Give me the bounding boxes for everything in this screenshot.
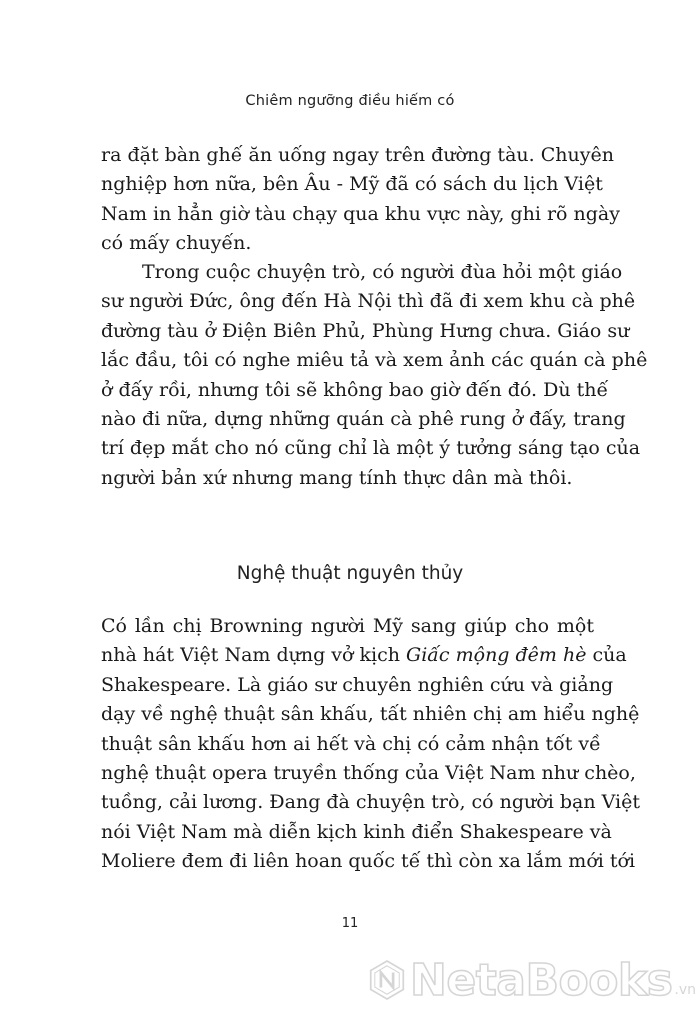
- text-line: tuồng, cải lương. Đang đà chuyện trò, có người bạn Việt: [101, 791, 640, 814]
- text-line: Có lần chị Browning người Mỹ sang giúp cho một: [101, 615, 594, 637]
- play-title: Giấc mộng đêm hè: [406, 644, 587, 667]
- watermark-brand: NetaBooks: [410, 954, 673, 1006]
- watermark-suffix: .vn: [674, 982, 696, 998]
- text-line: sư người Đức, ông đến Hà Nội thì đã đi xem khu cà phê: [101, 290, 636, 313]
- text-line: thuật sân khấu hơn ai hết và chị có cảm nhận tốt về: [101, 732, 601, 755]
- text-line: lắc đầu, tôi có nghe miêu tả và xem ảnh các quán cà phê: [101, 349, 648, 372]
- text-segment: của: [586, 644, 627, 667]
- text-line: người bản xứ nhưng mang tính thực dân mà thôi.: [101, 466, 573, 489]
- page-number: 11: [341, 916, 359, 931]
- text-line: đường tàu ở Điện Biên Phủ, Phùng Hưng chưa. Giáo sư: [101, 319, 630, 342]
- text-line: nói Việt Nam mà diễn kịch kinh điển Shakespeare và: [101, 820, 612, 843]
- text-line: nghệ thuật opera truyền thống của Việt Nam như chèo,: [101, 762, 636, 785]
- text-line: nghiệp hơn nữa, bên Âu - Mỹ đã có sách du lịch Việt: [101, 173, 603, 196]
- paragraph-3: [101, 612, 640, 877]
- text-line: ở đấy rồi, nhưng tôi sẽ không bao giờ đến đó. Dù thế: [101, 378, 609, 401]
- text-line-with-title: [101, 641, 627, 670]
- text-line: ra đặt bàn ghế ăn uống ngay trên đường tàu. Chuyên: [101, 144, 614, 166]
- text-line: nào đi nữa, dựng những quán cà phê rung ở đấy, trang: [101, 408, 626, 431]
- text-line: Shakespeare. Là giáo sư chuyên nghiên cứu và giảng: [101, 673, 614, 696]
- text-line: có mấy chuyến.: [101, 232, 252, 255]
- netabooks-watermark: [366, 948, 696, 1012]
- paragraph-2: [101, 258, 648, 493]
- running-header: Chiêm ngưỡng điều hiếm có: [245, 93, 455, 109]
- netabooks-logo-icon: [366, 949, 408, 1011]
- text-line: trí đẹp mắt cho nó cũng chỉ là một ý tưởng sáng tạo của: [101, 437, 641, 460]
- section-heading: Nghệ thuật nguyên thủy: [236, 563, 464, 584]
- text-line: dạy về nghệ thuật sân khấu, tất nhiên chị am hiểu nghệ: [101, 703, 640, 726]
- text-line: Trong cuộc chuyện trò, có người đùa hỏi một giáo: [142, 261, 623, 283]
- paragraph-1: [101, 141, 620, 259]
- text-segment: nhà hát Việt Nam dựng vở kịch: [101, 644, 407, 667]
- text-line: Moliere đem đi liên hoan quốc tế thì còn xa lắm mới tới: [101, 850, 636, 873]
- text-line: Nam in hẳn giờ tàu chạy qua khu vực này, ghi rõ ngày: [101, 202, 620, 225]
